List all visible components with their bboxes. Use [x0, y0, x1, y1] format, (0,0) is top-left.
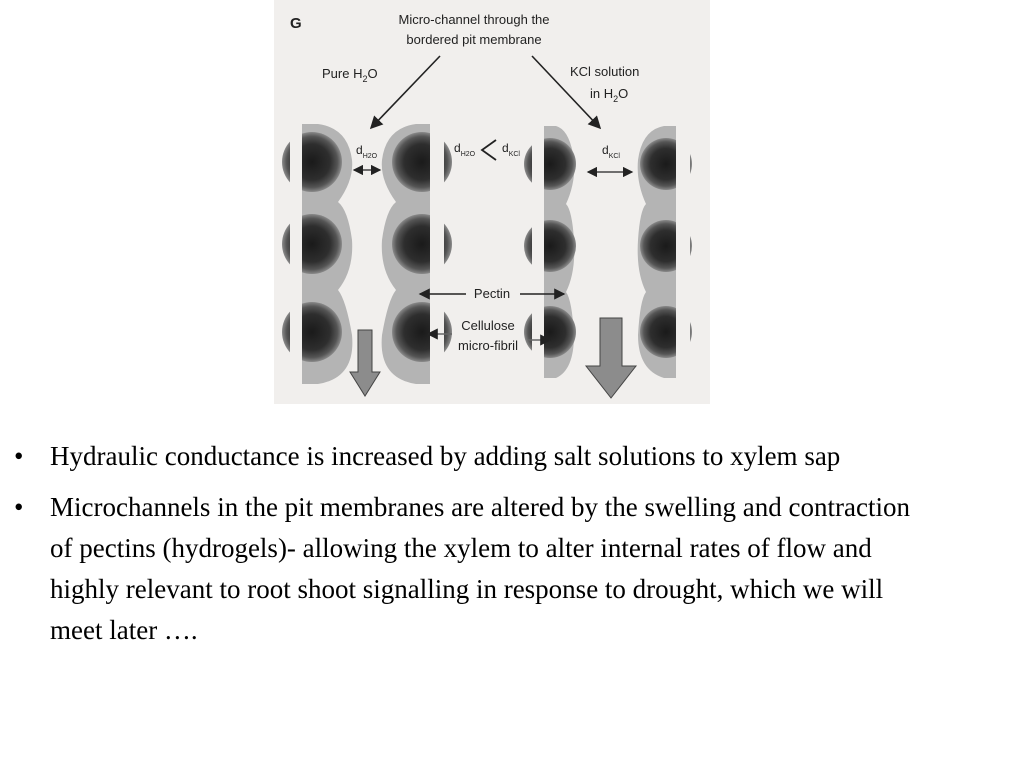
bullet-glyph: •: [14, 441, 24, 471]
fibril-right-a-2: [524, 220, 576, 272]
fibril-right-a-1: [524, 138, 576, 190]
bullet-list: [0, 436, 1024, 661]
d-compare-right: $d_{KCl}$: [502, 141, 520, 158]
flow-arrow-small: [350, 330, 380, 396]
leader-arrow-left: [371, 56, 440, 128]
wall-edge-right-b: [676, 120, 690, 386]
wall-edge-left-a: [290, 120, 302, 386]
pit-membrane-diagram: [274, 0, 710, 404]
fibril-right-a-3: [524, 306, 576, 358]
wall-edge-left-b: [430, 120, 444, 386]
right-label-line2: in $H_2O$: [590, 86, 629, 104]
bullet-text-2: Microchannels in the pit membranes are altered by the swelling and contraction of pectins (hydrogels)- allowing the xylem to alter internal rates of flow and highly relevant to root shoot signalling in response to drought, which we will meet later ….: [50, 492, 910, 645]
cellulose-label-line2: micro-fibril: [458, 338, 518, 353]
top-label-line1: Micro-channel through the: [398, 12, 550, 27]
panel-letter: G: [290, 15, 302, 32]
pectin-label: Pectin: [473, 286, 511, 301]
wall-edge-right-a: [532, 120, 544, 386]
d-compare-left: $d_{H2O}$: [454, 141, 476, 158]
less-than-symbol: [482, 140, 496, 160]
d-h2o-label: $d_{H2O}$: [356, 143, 378, 160]
top-label-line2: bordered pit membrane: [406, 32, 542, 47]
flow-arrow-large: [586, 318, 636, 398]
bullet-item-2: [0, 487, 1024, 651]
bullet-text-1: Hydraulic conductance is increased by adding salt solutions to xylem sap: [50, 441, 841, 471]
bullet-item-1: [0, 436, 1024, 477]
bullet-glyph: •: [14, 492, 24, 522]
cellulose-label-line1: Cellulose: [461, 318, 515, 333]
right-label-line1: KCl solution: [570, 64, 640, 79]
left-label: Pure $H_2O$: [322, 66, 378, 84]
pit-membrane-figure: [274, 0, 710, 404]
d-kcl-label: $d_{KCl}$: [602, 143, 620, 160]
